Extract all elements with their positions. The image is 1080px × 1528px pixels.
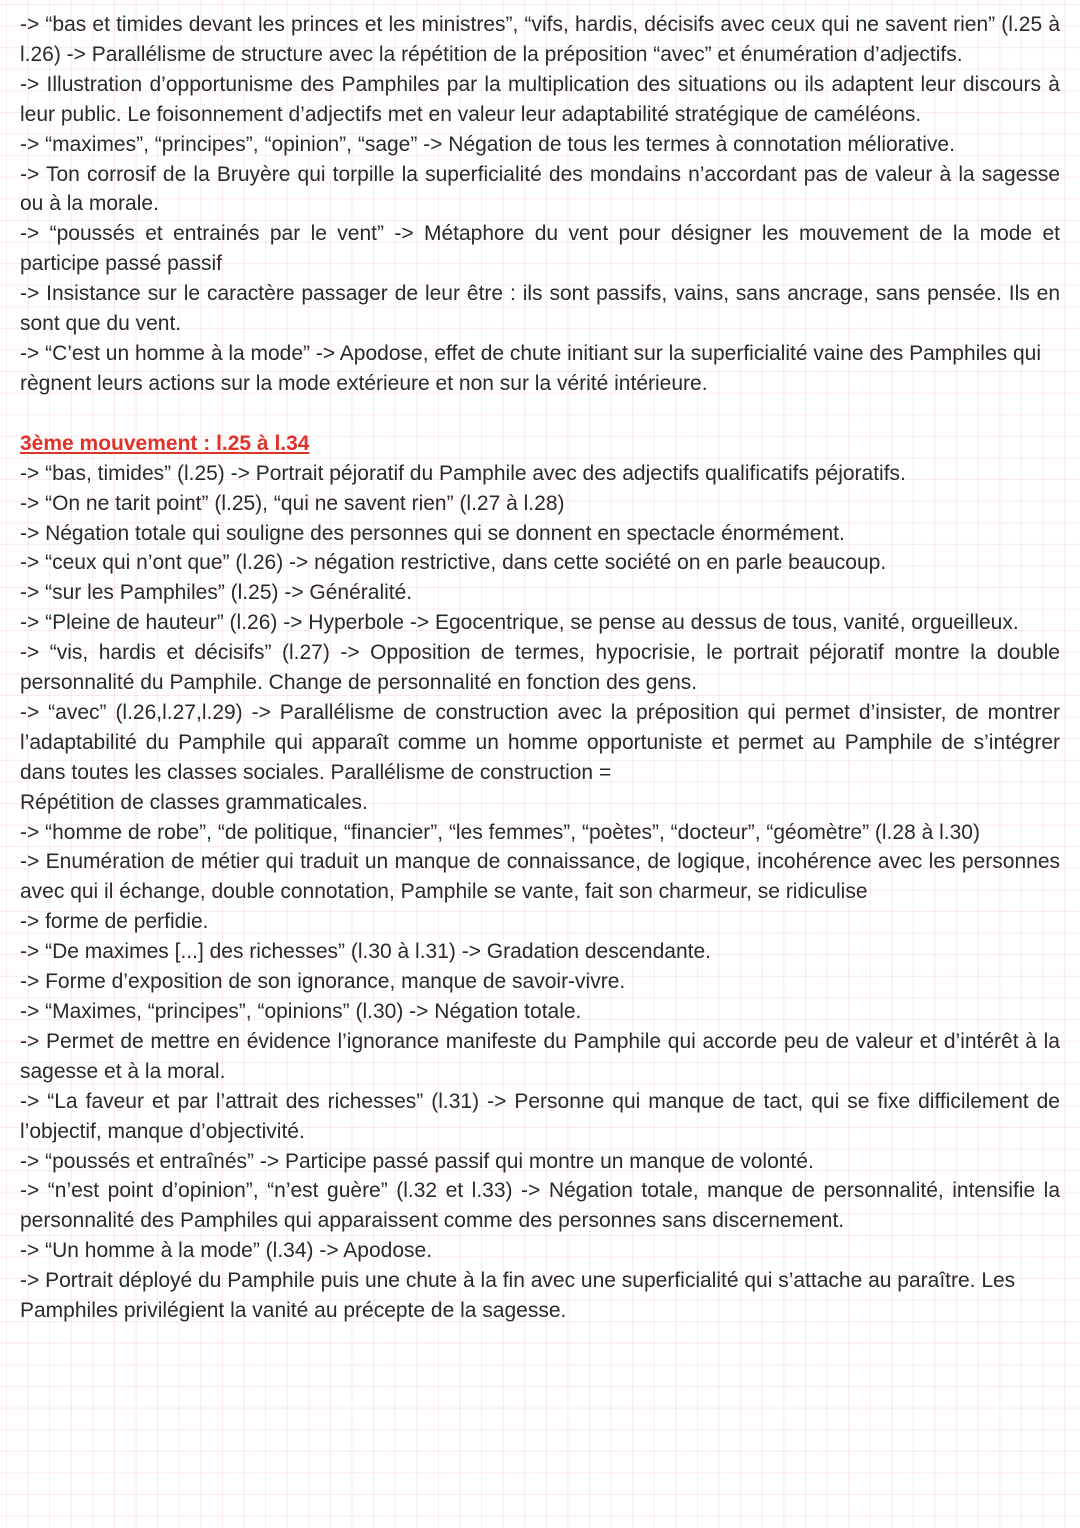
note-paragraph: -> “bas, timides” (l.25) -> Portrait péjoratif du Pamphile avec des adjectifs qualificatifs péjoratifs. [20,461,906,485]
note-paragraph: -> “n’est point d’opinion”, “n’est guère” (l.32 et l.33) -> Négation totale, manque de personnalité, intensifie la personnalité des Pamphiles qui apparaissent comme des personnes sans discernement. [20,1179,1060,1233]
note-paragraph: -> “La faveur et par l’attrait des richesses” (l.31) -> Personne qui manque de tact, qui se fixe difficilement de l’objectif, manque d’objectivité. [20,1089,1060,1143]
notes-page [20,10,1060,1326]
note-paragraph: -> “poussés et entrainés par le vent” -> Métaphore du vent pour désigner les mouvement de la mode et participe passé passif [20,222,1060,276]
note-paragraph: -> Ton corrosif de la Bruyère qui torpille la superficialité des mondains n’accordant pas de valeur à la sagesse ou à la morale. [20,162,1060,216]
note-paragraph: -> “C’est un homme à la mode” -> Apodose, effet de chute initiant sur la superficialité vaine des Pamphiles qui règnent leurs actions sur la mode extérieure et non sur la vérité intérieure. [20,341,1042,395]
section-third-movement [20,429,1060,1326]
note-paragraph: -> “Maximes, “principes”, “opinions” (l.30) -> Négation totale. [20,1000,582,1023]
note-paragraph: -> Portrait déployé du Pamphile puis une chute à la fin avec une superficialité qui s’attache au paraître. Les Pamphiles privilégient la vanité au précepte de la sagesse. [20,1269,1016,1323]
note-paragraph: -> “poussés et entraînés” -> Participe passé passif qui montre un manque de volonté. [20,1149,814,1173]
note-paragraph: -> “bas et timides devant les princes et les ministres”, “vifs, hardis, décisifs avec ceux qui ne savent rien” (l.25 à l.26) -> Parallélisme de structure avec la répétition de la préposition “avec” et énumération d’adjectifs. [20,13,1060,66]
note-paragraph: Répétition de classes grammaticales. [20,790,368,814]
note-paragraph: -> Enumération de métier qui traduit un manque de connaissance, de logique, incohérence avec les personnes avec qui il échange, double connotation, Pamphile se vante, fait son charmeur, se ridiculise [20,850,1060,904]
note-paragraph: -> Illustration d’opportunisme des Pamphiles par la multiplication des situations ou ils adaptent leur discours à leur public. Le foisonnement d’adjectifs met en valeur leur adaptabilité stratégique de caméléons. [20,72,1060,126]
note-paragraph: -> “avec” (l.26,l.27,l.29) -> Parallélisme de construction avec la préposition qui permet d’insister, de montrer l’adaptabilité du Pamphile qui apparaît comme un homme opportuniste et permet au Pamphile de s’intégrer dans toutes les classes sociales. Parallélisme de construction = [20,700,1060,784]
section-gap [20,399,1060,429]
note-paragraph: -> “vis, hardis et décisifs” (l.27) -> Opposition de termes, hypocrisie, le portrait péjoratif montre la double personnalité du Pamphile. Change de personnalité en fonction des gens. [20,641,1060,695]
note-paragraph: -> “homme de robe”, “de politique, “financier”, “les femmes”, “poètes”, “docteur”, “géomètre” (l.28 à l.30) [20,820,980,844]
section-analysis-continued [20,10,1060,399]
note-paragraph: -> “De maximes [...] des richesses” (l.30 à l.31) -> Gradation descendante. [20,940,711,964]
note-paragraph: -> Négation totale qui souligne des personnes qui se donnent en spectacle énormément. [20,521,845,545]
note-paragraph: -> “Pleine de hauteur” (l.26) -> Hyperbole -> Egocentrique, se pense au dessus de tous, vanité, orgueilleux. [20,611,1019,635]
section-heading: 3ème mouvement : l.25 à l.34 [20,431,310,455]
note-paragraph: -> “ceux qui n’ont que” (l.26) -> négation restrictive, dans cette société on en parle beaucoup. [20,551,887,575]
note-paragraph: -> “sur les Pamphiles” (l.25) -> Généralité. [20,581,413,605]
note-paragraph: -> Forme d’exposition de son ignorance, manque de savoir-vivre. [20,970,626,994]
note-paragraph: -> “maximes”, “principes”, “opinion”, “sage” -> Négation de tous les termes à connotation méliorative. [20,132,955,156]
note-paragraph: -> Permet de mettre en évidence l’ignorance manifeste du Pamphile qui accorde peu de valeur et d’intérêt à la sagesse et à la moral. [20,1029,1060,1083]
note-paragraph: -> Insistance sur le caractère passager de leur être : ils sont passifs, vains, sans ancrage, sans pensée. Ils en sont que du vent. [20,282,1060,336]
note-paragraph: -> “On ne tarit point” (l.25), “qui ne savent rien” (l.27 à l.28) [20,491,565,515]
note-paragraph: -> forme de perfidie. [20,910,209,934]
note-paragraph: -> “Un homme à la mode” (l.34) -> Apodose. [20,1239,433,1263]
